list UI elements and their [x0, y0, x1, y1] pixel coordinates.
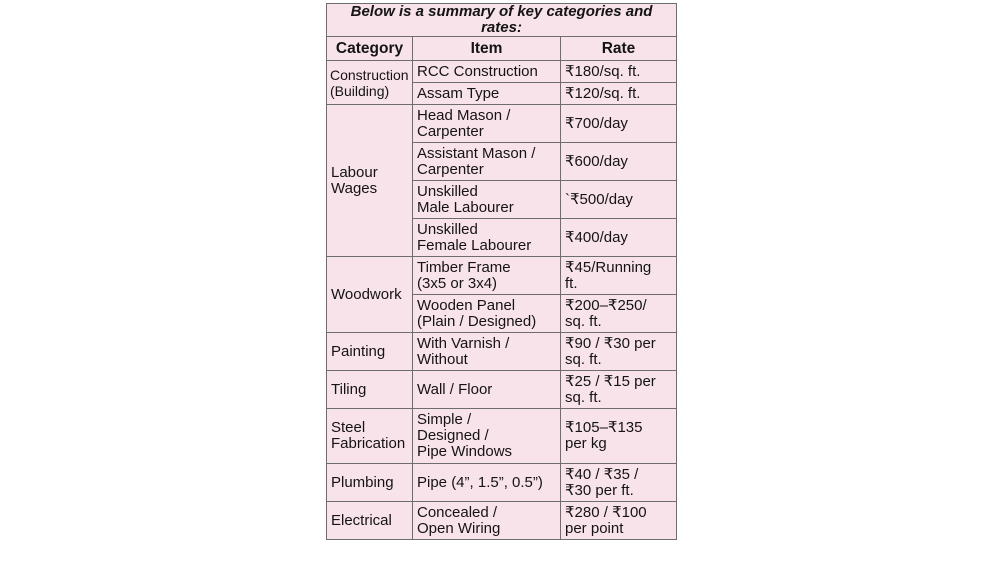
item-cell: With Varnish / Without — [413, 333, 561, 371]
item-cell: Wooden Panel (Plain / Designed) — [413, 295, 561, 333]
table-caption: Below is a summary of key categories and rates: — [327, 4, 677, 37]
header-rate: Rate — [561, 37, 677, 61]
category-cell: Painting — [327, 333, 413, 371]
rate-cell: ₹25 / ₹15 per sq. ft. — [561, 371, 677, 409]
rate-cell: ₹90 / ₹30 per sq. ft. — [561, 333, 677, 371]
category-cell: Steel Fabrication — [327, 409, 413, 464]
rate-cell: ₹400/day — [561, 219, 677, 257]
header-item: Item — [413, 37, 561, 61]
table-row — [327, 257, 677, 295]
table-row — [327, 464, 677, 502]
category-cell: Tiling — [327, 371, 413, 409]
category-cell: Construction (Building) — [327, 61, 413, 105]
rate-cell: ₹700/day — [561, 105, 677, 143]
table-row — [327, 61, 677, 83]
rate-cell: ₹105–₹135 per kg — [561, 409, 677, 464]
item-cell: Assistant Mason / Carpenter — [413, 143, 561, 181]
rate-cell: `₹500/day — [561, 181, 677, 219]
item-cell: Head Mason / Carpenter — [413, 105, 561, 143]
item-cell: Timber Frame (3x5 or 3x4) — [413, 257, 561, 295]
table-row — [327, 371, 677, 409]
item-cell: Wall / Floor — [413, 371, 561, 409]
item-cell: Unskilled Female Labourer — [413, 219, 561, 257]
category-cell: Electrical — [327, 502, 413, 540]
item-cell: Pipe (4”, 1.5”, 0.5”) — [413, 464, 561, 502]
item-cell: Unskilled Male Labourer — [413, 181, 561, 219]
item-cell: Simple / Designed / Pipe Windows — [413, 409, 561, 464]
item-cell: RCC Construction — [413, 61, 561, 83]
rate-cell: ₹120/sq. ft. — [561, 83, 677, 105]
table-row — [327, 105, 677, 143]
item-cell: Concealed / Open Wiring — [413, 502, 561, 540]
rate-cell: ₹280 / ₹100 per point — [561, 502, 677, 540]
table-row — [327, 333, 677, 371]
item-cell: Assam Type — [413, 83, 561, 105]
rate-cell: ₹600/day — [561, 143, 677, 181]
rates-table — [326, 3, 677, 540]
table-row — [327, 502, 677, 540]
category-cell: Woodwork — [327, 257, 413, 333]
rate-cell: ₹45/Running ft. — [561, 257, 677, 295]
rate-cell: ₹40 / ₹35 / ₹30 per ft. — [561, 464, 677, 502]
category-cell: Plumbing — [327, 464, 413, 502]
header-category: Category — [327, 37, 413, 61]
header-row — [327, 37, 677, 61]
category-cell: Labour Wages — [327, 105, 413, 257]
rate-cell: ₹200–₹250/ sq. ft. — [561, 295, 677, 333]
table-row — [327, 409, 677, 464]
rate-cell: ₹180/sq. ft. — [561, 61, 677, 83]
